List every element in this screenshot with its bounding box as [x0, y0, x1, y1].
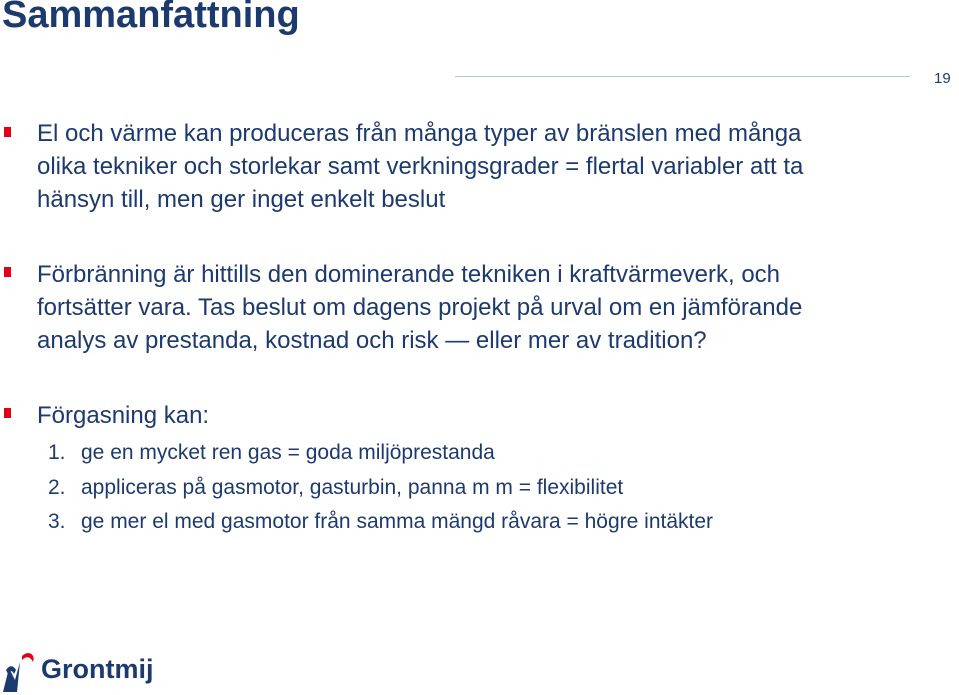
header-divider — [455, 76, 910, 77]
bullet-1-line-2: olika tekniker och storlekar samt verkningsgrader = flertal variabler att ta — [37, 153, 804, 180]
list-item-number: 1. — [48, 441, 66, 464]
list-item-number: 3. — [48, 510, 66, 533]
list-item-text: appliceras på gasmotor, gasturbin, panna m m = flexibilitet — [81, 476, 624, 499]
logo-wordmark: Grontmij — [41, 654, 154, 684]
list-item — [48, 471, 623, 504]
bullet-2-line-1: Förbränning är hittills den dominerande tekniken i kraftvärmeverk, och — [37, 261, 781, 288]
list-item-text: ge mer el med gasmotor från samma mängd råvara = högre intäkter — [81, 510, 714, 533]
page-number: 19 — [934, 70, 951, 87]
bullet-marker-icon — [4, 267, 11, 277]
list-item — [48, 436, 495, 469]
bullet-2-line-2: fortsätter vara. Tas beslut om dagens projekt på urval om en jämförande — [37, 294, 803, 321]
list-item — [48, 505, 713, 538]
bullet-marker-icon — [4, 127, 11, 137]
company-logo — [0, 648, 170, 695]
grontmij-logo-icon — [0, 648, 40, 695]
bullet-3-line-1: Förgasning kan: — [37, 402, 210, 429]
bullet-1-line-3: hänsyn till, men ger inget enkelt beslut — [37, 186, 446, 213]
bullet-1-line-1: El och värme kan produceras från många typer av bränslen med många — [37, 120, 802, 147]
slide-title: Sammanfattning — [2, 0, 300, 36]
bullet-marker-icon — [4, 408, 11, 418]
bullet-2-line-3: analys av prestanda, kostnad och risk — eller mer av tradition? — [37, 327, 707, 354]
list-item-number: 2. — [48, 476, 66, 499]
list-item-text: ge en mycket ren gas = goda miljöprestanda — [81, 441, 495, 464]
